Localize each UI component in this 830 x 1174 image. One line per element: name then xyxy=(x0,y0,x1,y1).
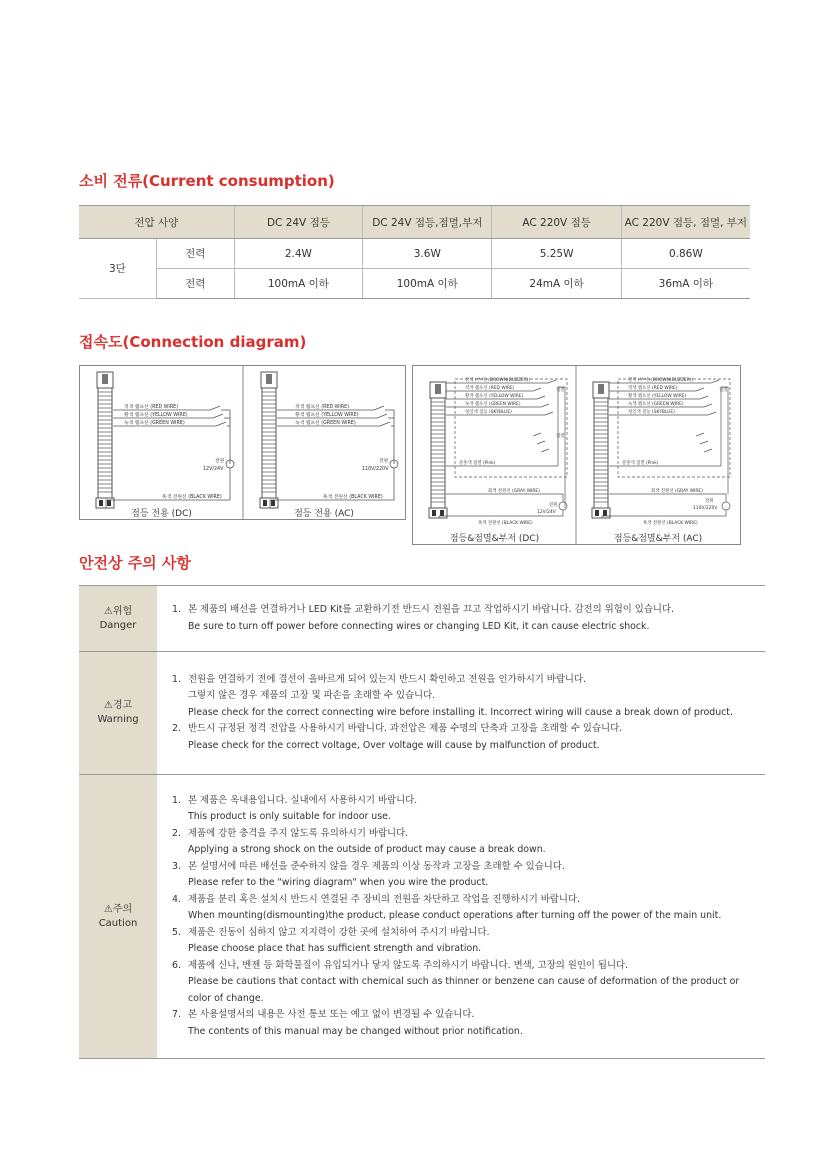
item-line: 반드시 규정된 정격 전압을 사용하시기 바랍니다. 과전압은 제품 수명의 단축과 고장을 초래할 수 있습니다. xyxy=(188,723,623,735)
header-cell: AC 220V 점등 xyxy=(492,206,621,239)
safety-title: 안전상 주의 사항 xyxy=(79,554,191,572)
list-item xyxy=(157,721,761,754)
wire-label: 흑색 전원선 (BLACK WIRE) xyxy=(162,495,222,500)
list-item xyxy=(157,859,761,892)
flash-label: 점멸 xyxy=(719,388,728,393)
item-line: Please check for the correct voltage, Over voltage will cause by malfunction of product. xyxy=(188,739,600,751)
item-line: 제품을 분리 혹은 설치시 반드시 연결된 주 장비의 전원을 차단하고 작업을 진행하시기 바랍니다. xyxy=(188,893,580,905)
consumption-title: 소비 전류(Current consumption) xyxy=(79,172,335,190)
wire-label: 녹색 램프선 (GREEN WIRE) xyxy=(124,421,185,426)
item-number: 3. xyxy=(172,860,181,872)
item-line: Please choose place that has sufficient strength and vibration. xyxy=(188,943,482,955)
label-en: Warning xyxy=(97,714,139,725)
item-line: Please check for the correct connecting wire before installing it. Incorrect wiring will cause a break down of product. xyxy=(188,706,733,718)
table-cell: 100mA 이하 xyxy=(234,269,362,299)
diagram-caption: 점등&점멸&부저 (DC) xyxy=(449,534,540,544)
label-en: Caution xyxy=(98,917,138,929)
power-label: 전원 xyxy=(215,459,225,464)
item-number: 5. xyxy=(172,926,181,938)
table-cell: 100mA 이하 xyxy=(363,269,492,299)
item-number: 1. xyxy=(172,604,181,615)
wire-label: 적색 램프선 (RED WIRE) xyxy=(628,386,678,391)
item-line: Please refer to the "wiring diagram" when you wire the product. xyxy=(188,877,489,889)
item-number: 2. xyxy=(172,723,181,735)
row-label: 전력 xyxy=(156,269,234,299)
safety-body xyxy=(157,586,765,652)
wire-label: 황색 램프선 (YELLOW WIRE) xyxy=(124,413,188,418)
item-line: 본 사용설명서의 내용은 사전 통보 또는 예고 없이 변경될 수 있습니다. xyxy=(188,1009,475,1021)
item-line: 본 설명서에 따른 배선을 준수하지 않을 경우 제품의 이상 동작과 고장을 초래할 수 있습니다. xyxy=(188,860,565,872)
header-cell: AC 220V 점등, 점멸, 부저 xyxy=(621,206,750,239)
power-voltage: 12V/24V xyxy=(537,510,556,515)
header-cell: DC 24V 점등 xyxy=(234,206,362,239)
safety-table xyxy=(79,585,765,1059)
wire-label: 청일색 점등 (SKYBLUE) xyxy=(628,410,675,415)
item-number: 4. xyxy=(172,893,181,905)
safety-row-danger xyxy=(79,586,765,652)
item-line: When mounting(dismounting)the product, please conduct operations after turning off the power of the main unit. xyxy=(188,910,722,922)
power-label: 전원 xyxy=(549,503,558,508)
list-item xyxy=(157,958,761,1008)
wire-label: 흑색 전원선 (BLACK WIRE) xyxy=(643,521,698,526)
item-line: The contents of this manual may be changed without prior notification. xyxy=(188,1025,523,1037)
table-cell: 3.6W xyxy=(363,239,492,269)
item-line: Be sure to turn off power before connecting wires or changing LED Kit, it can cause electric shock. xyxy=(188,620,650,632)
item-line: 전원을 연결하기 전에 결선이 올바르게 되어 있는지 반드시 확인하고 전원을 인가하시기 바랍니다. xyxy=(188,673,587,685)
wire-label: 녹색 램프선 (GREEN WIRE) xyxy=(295,421,356,426)
safety-body xyxy=(157,775,765,1059)
wire-label: 적색 램프선 (RED WIRE) xyxy=(124,405,179,410)
list-item xyxy=(157,826,761,859)
flash-label: 점멸 xyxy=(556,388,565,393)
safety-body xyxy=(157,652,765,775)
table-cell: 24mA 이하 xyxy=(492,269,621,299)
wire-label: 흑색 전원선 (BLACK WIRE) xyxy=(323,495,383,500)
power-voltage: 110V/220V xyxy=(693,506,718,511)
table-cell: 0.86W xyxy=(621,239,750,269)
item-number: 2. xyxy=(172,827,181,839)
wire-label: 황색 램프선 (YELLOW WIRE) xyxy=(465,394,524,399)
item-line: 제품에 강한 충격을 주지 않도록 유의하시기 바랍니다. xyxy=(188,827,409,839)
label-ko: 경고 xyxy=(112,700,133,711)
wire-label: 분홍색 점멸 (Pink) xyxy=(622,461,659,466)
wire-label: 갈색 (부저) (BROWN(BUZZER)) xyxy=(465,378,531,383)
item-line: Applying a strong shock on the outside of product may cause a break down. xyxy=(188,844,546,856)
wire-label: 황색 램프선 (YELLOW WIRE) xyxy=(628,394,687,399)
item-number: 7. xyxy=(172,1009,181,1021)
item-line: 본 제품의 배선을 연결하거나 LED Kit를 교환하기전 반드시 전원을 끄고 작업하시기 바랍니다. 감전의 위험이 있습니다. xyxy=(188,604,675,615)
item-number: 1. xyxy=(172,673,181,685)
item-line: 본 제품은 옥내용입니다. 실내에서 사용하시기 바랍니다. xyxy=(188,794,418,806)
warning-triangle-icon: ⚠ xyxy=(103,700,113,711)
row-label: 전력 xyxy=(156,239,234,269)
diagram-simple xyxy=(79,365,406,520)
safety-row-caution xyxy=(79,775,765,1059)
diagram-caption: 점등&점멸&부저 (AC) xyxy=(613,534,703,544)
item-number: 6. xyxy=(172,959,181,971)
diagram-simple-drawing xyxy=(80,366,405,519)
light-tower-icon xyxy=(592,382,610,518)
table-row xyxy=(79,269,750,299)
wire-label: 녹색 램프선 (GREEN WIRE) xyxy=(628,402,684,407)
power-label: 전원 xyxy=(379,459,389,464)
table-cell: 5.25W xyxy=(492,239,621,269)
power-label: 전원 xyxy=(705,499,714,504)
flash-label: 점멸 xyxy=(556,434,565,439)
safety-label xyxy=(79,652,157,775)
header-cell: DC 24V 점등,점멸,부저 xyxy=(363,206,492,239)
item-number: 1. xyxy=(172,794,181,806)
power-voltage: 110V/220V xyxy=(362,467,389,472)
table-cell: 2.4W xyxy=(234,239,362,269)
table-cell: 36mA 이하 xyxy=(621,269,750,299)
light-tower-icon xyxy=(96,372,114,508)
wire-label: 분홍색 점멸 (Pink) xyxy=(459,461,496,466)
safety-row-warning xyxy=(79,652,765,775)
list-item xyxy=(157,672,761,722)
item-line: 제품에 신나, 벤젠 등 화학물질이 유입되거나 닿지 않도록 주의하시기 바랍니다. 변색, 고장의 원인이 됩니다. xyxy=(188,959,629,971)
table-header-row xyxy=(79,206,750,239)
diagram-full-drawing xyxy=(413,366,740,544)
list-item xyxy=(157,1007,761,1040)
list-item xyxy=(157,925,761,958)
diagram-full xyxy=(412,365,741,545)
item-line: This product is only suitable for indoor use. xyxy=(188,811,391,823)
label-ko: 위험 xyxy=(112,605,133,617)
wire-label: 회색 전원선 (GRAY WIRE) xyxy=(488,489,540,494)
wire-label: 청일색 점등 (SKYBLUE) xyxy=(465,410,512,415)
warning-triangle-icon: ⚠ xyxy=(103,903,113,915)
wire-label: 적색 램프선 (RED WIRE) xyxy=(465,386,515,391)
safety-label xyxy=(79,775,157,1059)
safety-label xyxy=(79,586,157,652)
label-ko: 주의 xyxy=(112,903,133,915)
wire-label: 적색 램프선 (RED WIRE) xyxy=(295,405,350,410)
group-label: 3단 xyxy=(79,239,156,299)
list-item xyxy=(157,793,761,826)
light-tower-icon xyxy=(260,372,278,508)
item-line: Please be cautions that contact with chemical such as thinner or benzene can cause of deformation of the product or color of change. xyxy=(188,976,740,1004)
list-item xyxy=(157,892,761,925)
label-en: Danger xyxy=(99,619,137,631)
table-row xyxy=(79,239,750,269)
header-cell: 전압 사양 xyxy=(79,206,234,239)
wire-label: 갈색 (부저) (BROWN(BUZZER)) xyxy=(628,378,694,383)
list-item xyxy=(157,602,761,635)
wire-label: 녹색 램프선 (GREEN WIRE) xyxy=(465,402,521,407)
power-voltage: 12V/24V xyxy=(203,467,224,472)
wire-label: 황색 램프선 (YELLOW WIRE) xyxy=(295,413,359,418)
consumption-table xyxy=(79,205,750,299)
diagram-caption: 점등 전용 (DC) xyxy=(131,509,192,519)
diagram-title: 접속도(Connection diagram) xyxy=(79,333,307,351)
diagram-caption: 점등 전용 (AC) xyxy=(294,509,354,519)
wire-label: 흑색 전원선 (BLACK WIRE) xyxy=(478,521,533,526)
light-tower-icon xyxy=(429,382,447,518)
wire-label: 회색 전원선 (GRAY WIRE) xyxy=(651,489,703,494)
warning-triangle-icon: ⚠ xyxy=(103,605,113,617)
item-line: 제품은 진동이 심하지 않고 지지력이 강한 곳에 설치하여 주시기 바랍니다. xyxy=(188,926,490,938)
item-line: 그렇지 않은 경우 제품의 고장 및 파손을 초래할 수 있습니다. xyxy=(188,690,436,702)
